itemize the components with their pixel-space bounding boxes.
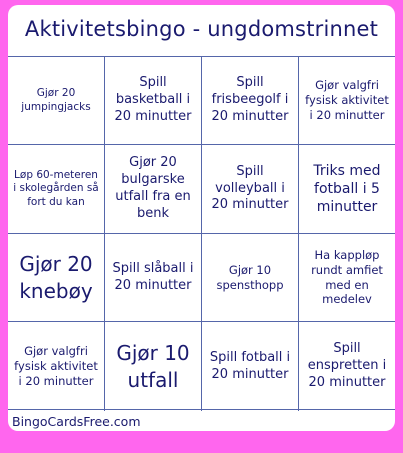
bingo-cell-2-1[interactable]: Løp 60-meteren i skolegården så fort du kan [8,145,105,234]
bingo-cell-4-1[interactable]: Gjør valgfri fysisk aktivitet i 20 minutter [8,322,105,411]
card-title: Aktivitetsbingo - ungdomstrinnet [24,17,379,41]
bingo-cell-4-3[interactable]: Spill fotball i 20 minutter [202,322,299,411]
bingo-cell-4-4[interactable]: Spill enspretten i 20 minutter [307,341,387,390]
bingo-cell-3-1[interactable]: Gjør 20 knebøy [8,234,105,322]
bingo-cell-1-3[interactable]: Spill frisbeegolf i 20 minutter [202,57,299,145]
footer-site-name: BingoCardsFree.com [12,413,141,429]
bingo-cell-3-3[interactable]: Gjør 10 spensthopp [202,234,299,322]
bingo-cell-2-2[interactable]: Gjør 20 bulgarske utfall fra en benk [105,145,202,234]
bingo-cell-3-2[interactable]: Spill slåball i 20 minutter [105,234,202,322]
bingo-cell-2-4[interactable]: Triks med fotball i 5 minutter [299,145,395,234]
bingo-cell-3-4[interactable]: Ha kappløp rundt amfiet med en medelev [299,234,395,322]
bingo-cell-1-4[interactable]: Gjør valgfri fysisk aktivitet i 20 minutter [299,57,395,145]
bingo-cell-1-2[interactable]: Spill basketball i 20 minutter [105,57,202,145]
bingo-grid [8,56,395,410]
bingo-cell-4-2[interactable]: Gjør 10 utfall [105,322,202,411]
bingo-card [8,5,395,431]
bingo-cell-1-1[interactable]: Gjør 20 jumpingjacks [8,57,105,145]
bingo-cell-2-3[interactable]: Spill volleyball i 20 minutter [202,145,299,234]
